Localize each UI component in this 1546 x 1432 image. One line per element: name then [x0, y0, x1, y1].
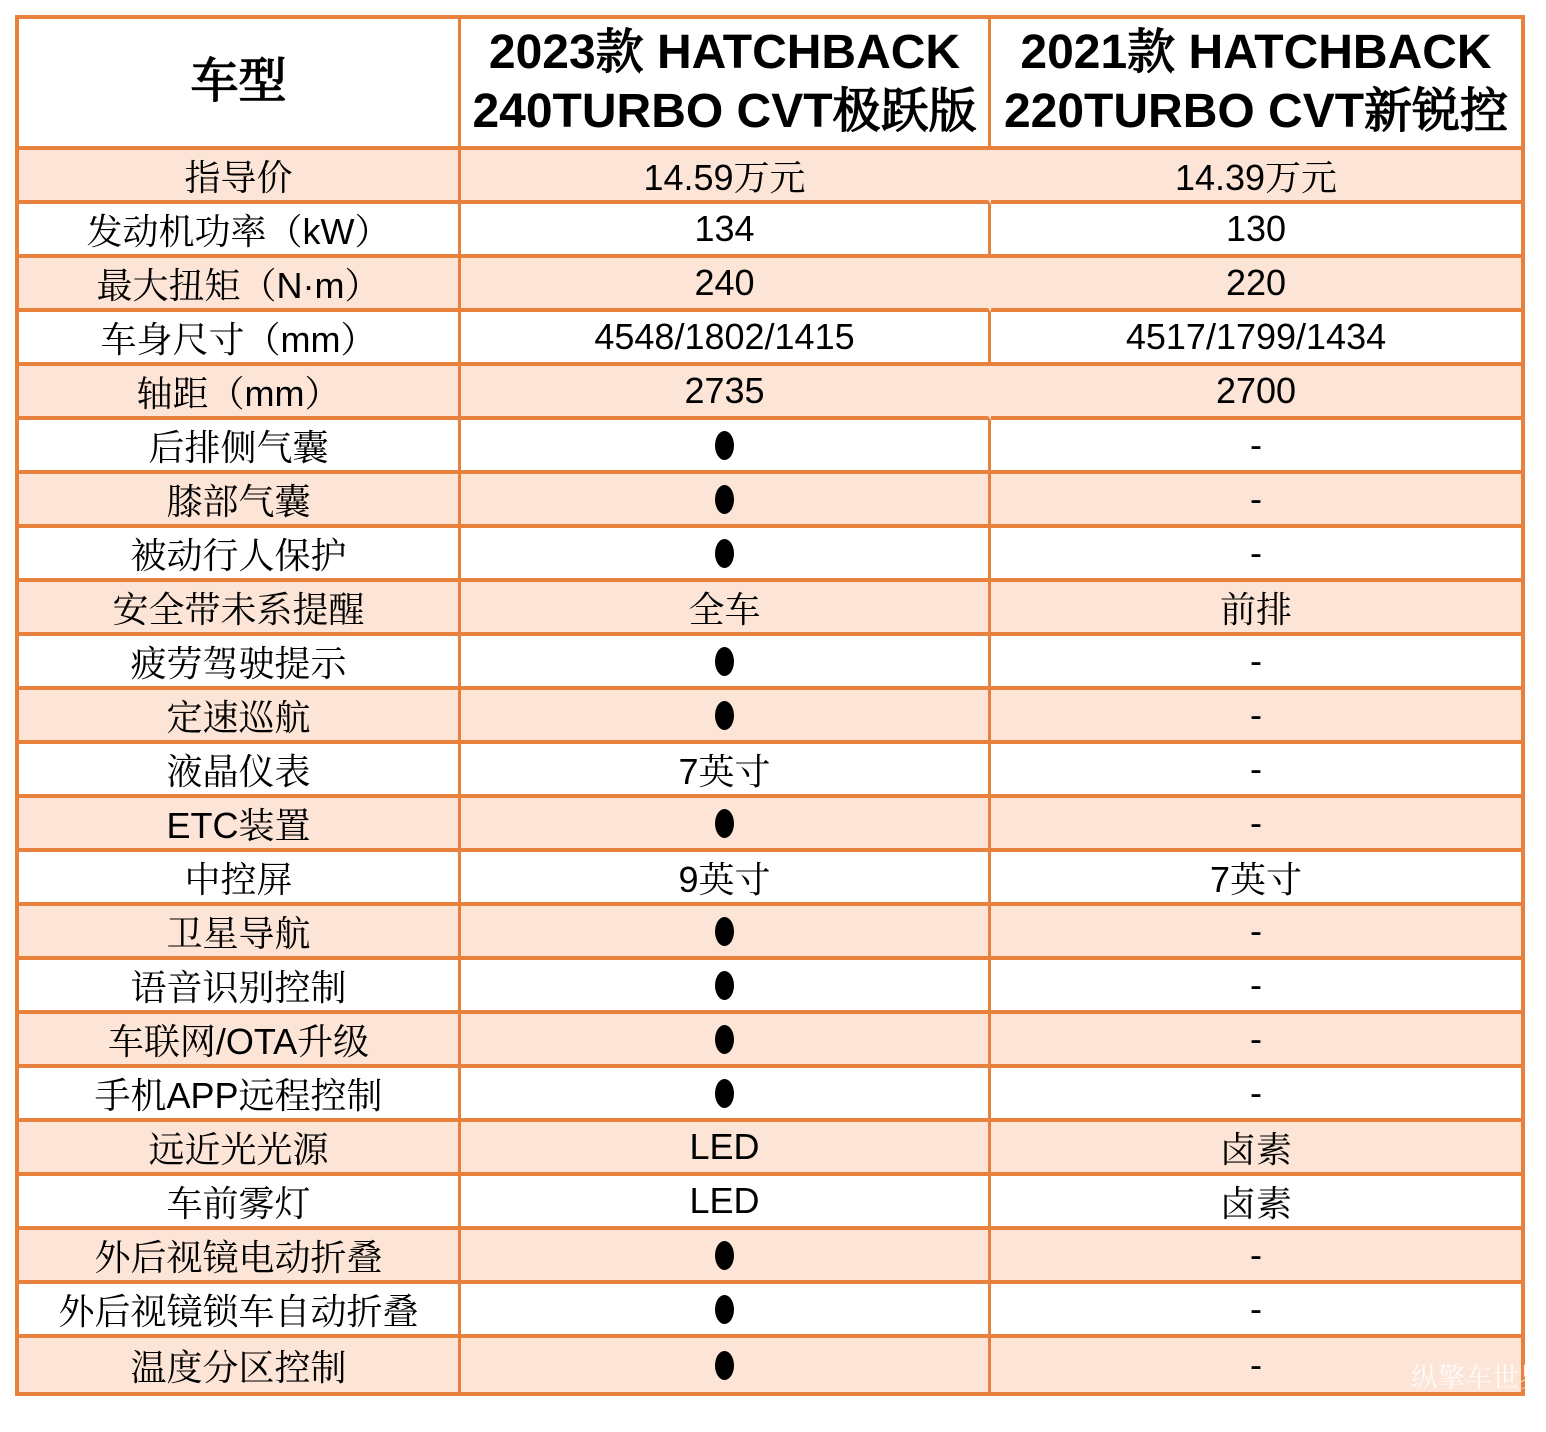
spec-value-2023-cell — [461, 1338, 991, 1392]
spec-value-2021-cell: - — [991, 420, 1521, 474]
feature-included-dot-icon — [715, 1295, 734, 1324]
spec-value-2021-cell: 220 — [991, 258, 1521, 312]
spec-value-2023-cell — [461, 1068, 991, 1122]
spec-value-2023-cell: 4548/1802/1415 — [461, 312, 991, 366]
watermark-line1: 纵擎车世界 — [1411, 1362, 1546, 1393]
spec-label-cell: 液晶仪表 — [19, 744, 461, 798]
feature-included-dot-icon — [715, 1241, 734, 1270]
spec-label-cell: 安全带未系提醒 — [19, 582, 461, 636]
spec-value-2023-cell: 全车 — [461, 582, 991, 636]
spec-value-2021-cell: 130 — [991, 204, 1521, 258]
spec-label-cell: 后排侧气囊 — [19, 420, 461, 474]
spec-value-2021-cell: - — [991, 528, 1521, 582]
spec-value-2021-cell: - — [991, 474, 1521, 528]
spec-label-cell: 指导价 — [19, 150, 461, 204]
spec-label-cell: 发动机功率（kW） — [19, 204, 461, 258]
spec-value-2023-cell: 9英寸 — [461, 852, 991, 906]
spec-value-2021-cell: - — [991, 906, 1521, 960]
spec-value-2021-cell: - — [991, 1230, 1521, 1284]
spec-value-2021-cell: - — [991, 690, 1521, 744]
spec-label-cell: 卫星导航 — [19, 906, 461, 960]
spec-label-cell: 最大扭矩（N·m） — [19, 258, 461, 312]
feature-included-dot-icon — [715, 1079, 734, 1108]
header-trim-2023-line1: 2023款 HATCHBACK — [488, 25, 961, 79]
spec-label-cell: ETC装置 — [19, 798, 461, 852]
spec-value-2023-cell: 7英寸 — [461, 744, 991, 798]
spec-value-2023-cell — [461, 528, 991, 582]
spec-value-2021-cell: - — [991, 1014, 1521, 1068]
spec-label-cell: 车身尺寸（mm） — [19, 312, 461, 366]
spec-label-cell: 车联网/OTA升级 — [19, 1014, 461, 1068]
spec-value-2023-cell — [461, 690, 991, 744]
spec-value-2023-cell: 134 — [461, 204, 991, 258]
spec-value-2021-cell: - — [991, 798, 1521, 852]
spec-value-2021-cell: 2700 — [991, 366, 1521, 420]
spec-label-cell: 外后视镜锁车自动折叠 — [19, 1284, 461, 1338]
watermark-line2: 汽车资讯 — [1438, 1398, 1546, 1429]
feature-included-dot-icon — [715, 1351, 734, 1380]
feature-included-dot-icon — [715, 809, 734, 838]
header-model-cell — [19, 19, 461, 150]
spec-value-2023-cell — [461, 1284, 991, 1338]
feature-included-dot-icon — [715, 701, 734, 730]
spec-label-cell: 手机APP远程控制 — [19, 1068, 461, 1122]
header-trim-2023-line2: 240TURBO CVT极跃版 — [472, 84, 977, 138]
spec-value-2023-cell: 240 — [461, 258, 991, 312]
spec-value-2023-cell — [461, 474, 991, 528]
spec-value-2023-cell — [461, 420, 991, 474]
spec-label-cell: 车前雾灯 — [19, 1176, 461, 1230]
spec-label-cell: 语音识别控制 — [19, 960, 461, 1014]
spec-value-2023-cell: LED — [461, 1122, 991, 1176]
header-model-label: 车型 — [190, 55, 287, 109]
spec-label-cell: 温度分区控制 — [19, 1338, 461, 1392]
spec-label-cell: 被动行人保护 — [19, 528, 461, 582]
spec-label-cell: 膝部气囊 — [19, 474, 461, 528]
spec-value-2021-cell: 卤素 — [991, 1122, 1521, 1176]
spec-value-2023-cell — [461, 1230, 991, 1284]
feature-included-dot-icon — [715, 647, 734, 676]
spec-value-2023-cell — [461, 906, 991, 960]
spec-value-2023-cell — [461, 636, 991, 690]
spec-label-cell: 远近光光源 — [19, 1122, 461, 1176]
spec-value-2023-cell — [461, 1014, 991, 1068]
feature-included-dot-icon — [715, 971, 734, 1000]
feature-included-dot-icon — [715, 917, 734, 946]
spec-value-2021-cell: - — [991, 744, 1521, 798]
feature-included-dot-icon — [715, 1025, 734, 1054]
spec-value-2021-cell: - — [991, 960, 1521, 1014]
header-trim-2023-cell — [461, 19, 991, 150]
spec-label-cell: 外后视镜电动折叠 — [19, 1230, 461, 1284]
spec-value-2021-cell: - — [991, 1338, 1521, 1392]
header-trim-2021-line2: 220TURBO CVT新锐控 — [1003, 84, 1509, 138]
spec-value-2021-cell: - — [991, 1068, 1521, 1122]
spec-value-2021-cell: 4517/1799/1434 — [991, 312, 1521, 366]
feature-included-dot-icon — [715, 539, 734, 568]
spec-label-cell: 疲劳驾驶提示 — [19, 636, 461, 690]
header-trim-2021-cell — [991, 19, 1521, 150]
feature-included-dot-icon — [715, 485, 734, 514]
spec-value-2021-cell: 7英寸 — [991, 852, 1521, 906]
spec-value-2023-cell: 14.59万元 — [461, 150, 991, 204]
spec-value-2021-cell: - — [991, 636, 1521, 690]
spec-comparison-table — [15, 15, 1525, 1396]
spec-value-2021-cell: 前排 — [991, 582, 1521, 636]
spec-label-cell: 轴距（mm） — [19, 366, 461, 420]
spec-value-2023-cell: LED — [461, 1176, 991, 1230]
feature-included-dot-icon — [715, 431, 734, 460]
spec-value-2023-cell — [461, 960, 991, 1014]
spec-value-2021-cell: 14.39万元 — [991, 150, 1521, 204]
spec-label-cell: 定速巡航 — [19, 690, 461, 744]
spec-value-2021-cell: - — [991, 1284, 1521, 1338]
spec-value-2023-cell — [461, 798, 991, 852]
spec-value-2023-cell: 2735 — [461, 366, 991, 420]
header-trim-2021-line1: 2021款 HATCHBACK — [1020, 25, 1492, 79]
spec-value-2021-cell: 卤素 — [991, 1176, 1521, 1230]
spec-label-cell: 中控屏 — [19, 852, 461, 906]
